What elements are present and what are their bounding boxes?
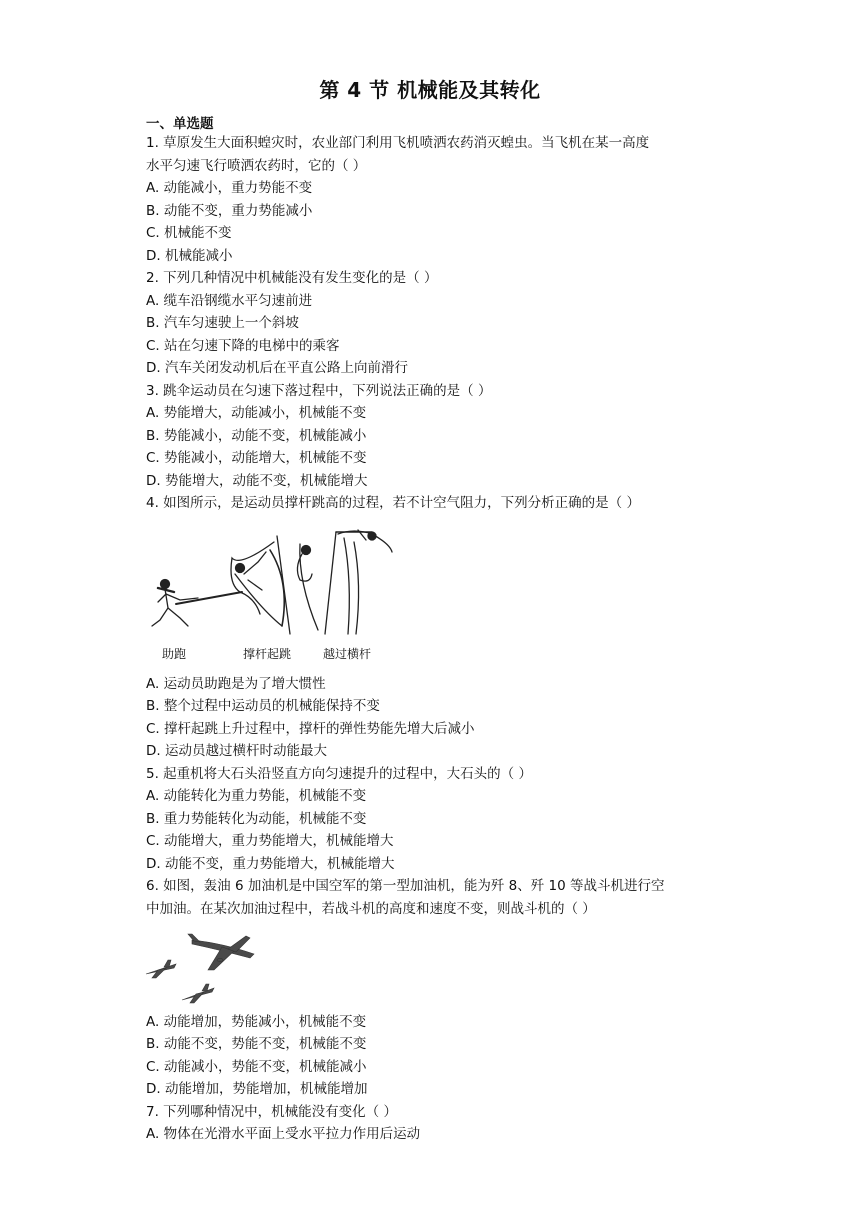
question-6-option-d: D. 动能增加，势能增加，机械能增加 bbox=[146, 1081, 368, 1097]
question-2-option-d: D. 汽车关闭发动机后在平直公路上向前滑行 bbox=[146, 360, 408, 376]
caption-takeoff: 撑杆起跳 bbox=[243, 647, 292, 661]
question-2-stem: 2. 下列几种情况中机械能没有发生变化的是（ ） bbox=[146, 270, 438, 286]
stand-right bbox=[325, 532, 336, 634]
tanker-aircraft-figure bbox=[142, 930, 262, 1006]
question-1-stem-line-2: 水平匀速飞行喷洒农药时，它的（ ） bbox=[146, 158, 367, 174]
question-5-option-d: D. 动能不变，重力势能增大，机械能增大 bbox=[146, 856, 395, 872]
question-4-option-c: C. 撑杆起跳上升过程中，撑杆的弹性势能先增大后减小 bbox=[146, 721, 475, 737]
question-2-option-a: A. 缆车沿钢缆水平匀速前进 bbox=[146, 293, 313, 309]
question-1-option-b: B. 动能不变，重力势能减小 bbox=[146, 203, 313, 219]
question-5-option-c: C. 动能增大，重力势能增大，机械能增大 bbox=[146, 833, 394, 849]
question-4-option-a: A. 运动员助跑是为了增大惯性 bbox=[146, 676, 326, 692]
question-5-stem: 5. 起重机将大石头沿竖直方向匀速提升的过程中，大石头的（ ） bbox=[146, 766, 532, 782]
question-6-option-c: C. 动能减小，势能不变，机械能减小 bbox=[146, 1059, 367, 1075]
question-3-option-a: A. 势能增大，动能减小，机械能不变 bbox=[146, 405, 367, 421]
question-4-option-d: D. 运动员越过横杆时动能最大 bbox=[146, 743, 327, 759]
fighter-jet-1 bbox=[146, 960, 176, 978]
question-1-option-a: A. 动能减小，重力势能不变 bbox=[146, 180, 313, 196]
question-5-option-a: A. 动能转化为重力势能，机械能不变 bbox=[146, 788, 367, 804]
carried-pole bbox=[176, 592, 242, 604]
takeoff-figure bbox=[231, 542, 284, 626]
question-1-stem-line-1: 1. 草原发生大面积蝗灾时，农业部门利用飞机喷洒农药消灭蝗虫。当飞机在某一高度 bbox=[146, 135, 650, 151]
question-2-option-c: C. 站在匀速下降的电梯中的乘客 bbox=[146, 338, 340, 354]
question-6-option-b: B. 动能不变，势能不变，机械能不变 bbox=[146, 1036, 367, 1052]
page-title: 第 4 节 机械能及其转化 bbox=[319, 78, 541, 102]
caption-clear-bar: 越过横杆 bbox=[323, 647, 372, 661]
question-3-option-b: B. 势能减小，动能不变，机械能减小 bbox=[146, 428, 367, 444]
question-7-option-a: A. 物体在光滑水平面上受水平拉力作用后运动 bbox=[146, 1126, 421, 1142]
question-6-stem-line-2: 中加油。在某次加油过程中，若战斗机的高度和速度不变，则战斗机的（ ） bbox=[146, 901, 596, 917]
tanker-plane bbox=[188, 934, 254, 970]
runner-figure bbox=[152, 580, 198, 627]
section-heading: 一、单选题 bbox=[146, 116, 214, 132]
fighter-jet-2 bbox=[182, 984, 214, 1003]
question-1-option-d: D. 机械能减小 bbox=[146, 248, 233, 264]
caption-run-up: 助跑 bbox=[162, 647, 187, 661]
question-6-option-a: A. 动能增加，势能减小，机械能不变 bbox=[146, 1014, 367, 1030]
question-4-stem: 4. 如图所示，是运动员撑杆跳高的过程，若不计空气阻力，下列分析正确的是（ ） bbox=[146, 495, 640, 511]
question-4-option-b: B. 整个过程中运动员的机械能保持不变 bbox=[146, 698, 380, 714]
question-3-stem: 3. 跳伞运动员在匀速下落过程中，下列说法正确的是（ ） bbox=[146, 383, 492, 399]
question-2-option-b: B. 汽车匀速驶上一个斜坡 bbox=[146, 315, 299, 331]
question-7-stem: 7. 下列哪种情况中，机械能没有变化（ ） bbox=[146, 1104, 397, 1120]
pole-vault-figure bbox=[140, 522, 400, 668]
question-3-option-d: D. 势能增大，动能不变，机械能增大 bbox=[146, 473, 368, 489]
question-3-option-c: C. 势能减小，动能增大，机械能不变 bbox=[146, 450, 367, 466]
question-1-option-c: C. 机械能不变 bbox=[146, 225, 232, 241]
question-6-stem-line-1: 6. 如图，轰油 6 加油机是中国空军的第一型加油机，能为歼 8、歼 10 等战斗机进行空 bbox=[146, 878, 665, 894]
vault-figures bbox=[297, 530, 392, 634]
question-5-option-b: B. 重力势能转化为动能，机械能不变 bbox=[146, 811, 367, 827]
